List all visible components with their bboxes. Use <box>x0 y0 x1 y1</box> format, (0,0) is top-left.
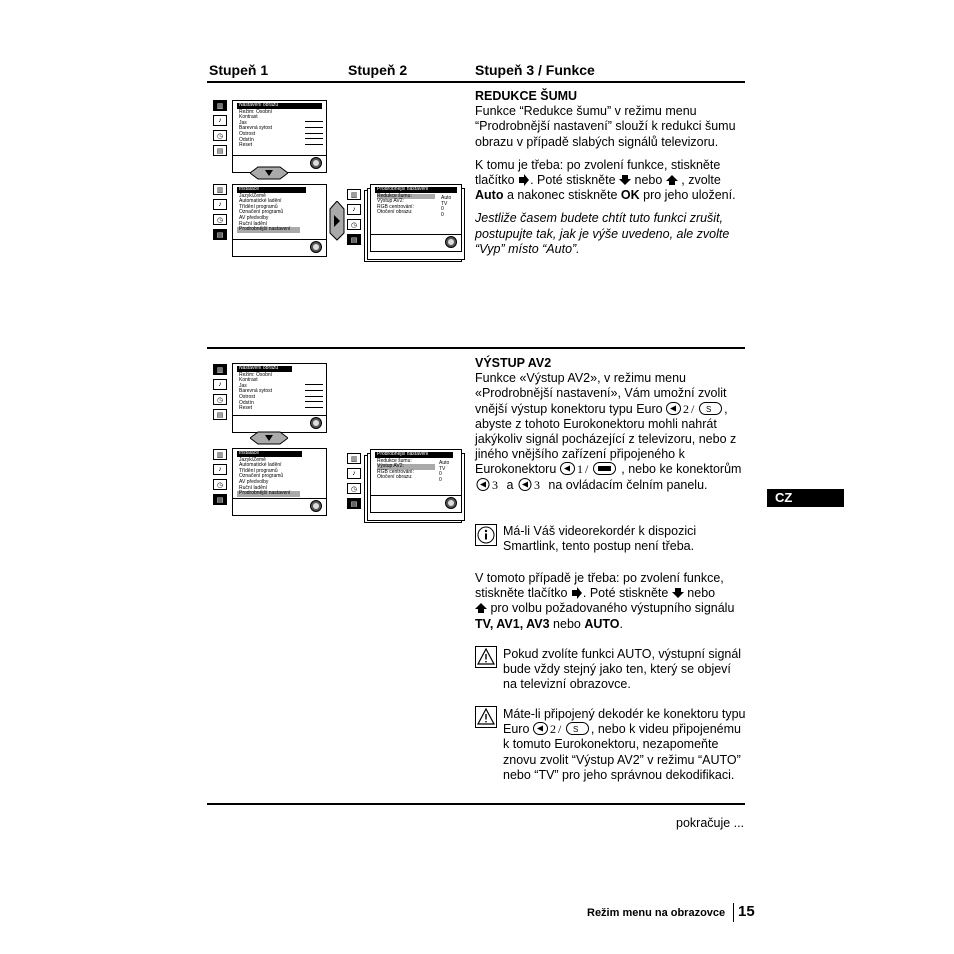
osd-title: Prodrobnější nastavení <box>375 187 457 193</box>
up-arrow-icon <box>475 602 487 614</box>
slider-bar <box>305 133 323 134</box>
slider-bar <box>305 390 323 391</box>
picture-icon: ▥ <box>213 364 227 375</box>
slider-bar <box>305 396 323 397</box>
osd-item: AV předvolby <box>239 478 269 485</box>
osd-item: Ostrost <box>239 393 256 400</box>
picture-icon: ▥ <box>213 184 227 195</box>
osd-picture-menu-1 <box>232 100 327 173</box>
osd-install-menu-1 <box>232 184 327 257</box>
osd-title: Nastavení obrazu <box>237 103 322 109</box>
osd-item: Reset <box>239 142 253 149</box>
osd-row-label: Výstup AV2: <box>377 464 435 470</box>
slider-bar <box>305 121 323 122</box>
warning-decoder: Máte-li připojený dekodér ke konektoru typu Euro 2 / S , nebo k videu připojenému k tomuto Eurokonektoru, nezapomeňte znovu zvolit “Výstup AV2” v režimu “AUTO” nebo “TV” pro jeho správnou dekodifikaci. <box>503 707 746 782</box>
sound-icon: ♪ <box>347 204 361 215</box>
slider-bar <box>305 384 323 385</box>
slider-bar <box>305 138 323 139</box>
warning-auto: Pokud zvolíte funkci AUTO, výstupní signál bude vždy stejný jako ten, který se objeví na televizní obrazovce. <box>503 647 742 692</box>
picture-icon: ▥ <box>347 189 361 200</box>
menu-sidebar-2 <box>213 184 229 244</box>
osd-item: Jas <box>239 382 247 389</box>
osd-item: Reset <box>239 405 253 412</box>
euro-connector-2-icon <box>666 402 724 415</box>
osd-item: Režim: Osobní <box>239 371 273 378</box>
osd-item: Barevná sytost <box>239 388 273 395</box>
osd-item: Kontrast <box>239 377 258 384</box>
down-arrow-button-icon <box>250 166 288 180</box>
settings-icon: ▤ <box>213 409 227 420</box>
osd-advanced-menu-2 <box>370 449 462 513</box>
menu-sidebar-5 <box>213 449 229 509</box>
right-arrow-icon <box>571 587 583 599</box>
down-arrow-icon <box>672 587 684 599</box>
osd-row-value: 0 <box>441 206 444 213</box>
osd-selected-item: Prodrobnější nastavení <box>237 491 300 497</box>
menu-sidebar-4 <box>213 364 229 424</box>
osd-item: Třídění programů <box>239 203 278 210</box>
osd-row-value: 0 <box>439 471 442 478</box>
svg-text:S: S <box>706 404 712 414</box>
down-arrow-button-icon <box>250 431 288 445</box>
osd-item: AV předvolby <box>239 214 269 221</box>
paragraph: Funkce “Redukce šumu” v režimu menu “Prodrobnější nastavení” slouží k redukci šumu obrazu v případě slabých signálů televizoru. <box>475 104 736 149</box>
osd-item: Označení programů <box>239 473 284 480</box>
osd-item: Odstín <box>239 136 254 143</box>
footer-divider <box>733 903 734 922</box>
settings-icon: ▤ <box>347 498 361 509</box>
section-rule <box>207 347 745 349</box>
right-arrow-button-icon <box>329 201 345 241</box>
timer-icon: ◷ <box>347 219 361 230</box>
osd-title: Nastavení obrazu <box>237 366 292 372</box>
osd-row-value: Auto <box>439 460 450 466</box>
slider-bar <box>305 127 323 128</box>
osd-row-label: Otočení obrazu: <box>377 474 413 481</box>
ok-icon <box>445 497 457 509</box>
osd-row-label: Výstup AV2: <box>377 198 404 205</box>
euro-connector-1-icon <box>560 462 618 475</box>
down-arrow-icon <box>619 174 631 186</box>
osd-item: Režim: Osobní <box>239 108 273 115</box>
sound-icon: ♪ <box>213 379 227 390</box>
paragraph: Funkce «Výstup AV2», v režimu menu «Prodrobnější nastavení», Vám umožní zvolit vnější výstup konektoru typu Euro 2 / S , abyste z tohoto Eurokonektoru mohli nahrát jakýkoliv signál pocházející z televizoru, nebo z jiného vnějšího zařízení připojeného k Eurokonektoru 1 / , nebo ke konektorům 3 a 3 na ovládacím čelním panelu. <box>475 371 742 492</box>
sound-icon: ♪ <box>213 464 227 475</box>
osd-item: Barevná sytost <box>239 125 273 132</box>
up-arrow-icon <box>666 174 678 186</box>
svg-text:2: 2 <box>683 401 690 415</box>
osd-row-label: Redukce šumu: <box>377 457 412 464</box>
timer-icon: ◷ <box>213 130 227 141</box>
menu-sidebar-6 <box>347 453 363 513</box>
picture-icon: ▥ <box>213 449 227 460</box>
slider-bar <box>305 401 323 402</box>
info-icon <box>475 524 497 546</box>
paragraph-italic: Jestliže časem budete chtít tuto funkci zrušit, postupujte tak, jak je výše uvedeno, ale zvolte “Vyp” místo “Auto”. <box>475 211 730 256</box>
section-title: VÝSTUP AV2 <box>475 356 552 370</box>
header-step2: Stupeň 2 <box>348 62 408 78</box>
sound-icon: ♪ <box>213 115 227 126</box>
slider-bar <box>305 407 323 408</box>
osd-row-label: Redukce šumu: <box>377 194 435 200</box>
header-rule <box>207 81 745 83</box>
osd-item: Označení programů <box>239 209 284 216</box>
svg-text:3: 3 <box>492 477 498 491</box>
osd-title: Instalace <box>237 451 302 457</box>
osd-item: Automatické ladění <box>239 198 282 205</box>
timer-icon: ◷ <box>347 483 361 494</box>
osd-item: Jazyk/Země <box>239 192 266 199</box>
osd-picture-menu-2 <box>232 363 327 433</box>
osd-row-value: TV <box>439 465 446 472</box>
page-number: 15 <box>738 903 755 920</box>
timer-icon: ◷ <box>213 394 227 405</box>
sound-icon: ♪ <box>347 468 361 479</box>
svg-text:3: 3 <box>533 477 540 491</box>
osd-item: Ruční ladění <box>239 484 268 491</box>
header-step1: Stupeň 1 <box>209 62 269 78</box>
picture-icon: ▥ <box>347 453 361 464</box>
osd-item: Kontrast <box>239 114 258 121</box>
osd-item: Ostrost <box>239 130 256 137</box>
settings-icon: ▤ <box>347 234 361 245</box>
svg-text:/: / <box>691 401 695 415</box>
svg-text:1: 1 <box>576 462 583 476</box>
menu-sidebar-1 <box>213 100 229 160</box>
header-step3: Stupeň 3 / Funkce <box>475 62 595 78</box>
paragraph-output-select: V tomoto případě je třeba: po zvolení funkce, stiskněte tlačítko . Poté stiskněte nebo pro volbu požadovaného výstupního signálu TV, AV1, AV3 nebo AUTO. <box>475 571 735 631</box>
language-tab: CZ <box>767 489 844 507</box>
svg-text:S: S <box>572 725 579 735</box>
osd-row-value: TV <box>441 200 448 207</box>
section-title: REDUKCE ŠUMU <box>475 89 578 103</box>
picture-icon: ▥ <box>213 100 227 111</box>
warning-icon <box>475 706 497 728</box>
settings-icon: ▤ <box>213 145 227 156</box>
section-av2-output <box>475 356 747 501</box>
osd-title: Prodrobnější nastavení <box>375 452 453 458</box>
euro-connector-2-icon <box>533 722 591 735</box>
ok-icon <box>310 157 322 169</box>
svg-text:2: 2 <box>549 722 556 736</box>
osd-row-label: RGB centrování: <box>377 468 414 475</box>
front-connector-3-icon <box>475 478 503 491</box>
paragraph: K tomu je třeba: po zvolení funkce, stiskněte tlačítko . Poté stiskněte nebo , zvolte Auto a nakonec stiskněte OK pro jeho uložení. <box>475 157 736 203</box>
osd-item: Ruční ladění <box>239 220 268 227</box>
timer-icon: ◷ <box>213 214 227 225</box>
svg-text:/: / <box>557 722 562 736</box>
osd-row-value: Auto <box>441 195 452 201</box>
section-noise-reduction <box>475 89 747 265</box>
slider-bar <box>305 144 323 145</box>
osd-title: Instalace <box>237 187 306 193</box>
osd-selected-item: Prodrobnější nastavení <box>237 227 300 233</box>
osd-row-value: 0 <box>439 476 442 483</box>
continue-label: pokračuje ... <box>676 816 745 830</box>
osd-row-label: Otočení obrazu: <box>377 209 413 216</box>
osd-item: Odstín <box>239 399 254 406</box>
osd-install-menu-2 <box>232 448 327 516</box>
osd-item: Jazyk/Země <box>239 456 266 463</box>
ok-icon <box>310 417 322 429</box>
svg-text:/: / <box>584 462 589 476</box>
front-connector-3-alt-icon <box>517 478 545 491</box>
osd-row-label: RGB centrování: <box>377 203 414 210</box>
footer-section: Režim menu na obrazovce <box>587 907 726 919</box>
right-arrow-icon <box>518 174 530 186</box>
timer-icon: ◷ <box>213 479 227 490</box>
note-info: Má-li Váš videorekordér k dispozici Smartlink, tento postup není třeba. <box>503 524 697 554</box>
osd-advanced-menu-1 <box>370 184 462 252</box>
osd-item: Jas <box>239 119 247 126</box>
osd-item: Automatické ladění <box>239 462 282 469</box>
bottom-rule <box>207 803 745 805</box>
osd-item: Třídění programů <box>239 467 278 474</box>
menu-sidebar-3 <box>347 189 363 249</box>
ok-icon <box>445 236 457 248</box>
ok-icon <box>310 500 322 512</box>
settings-icon: ▤ <box>213 494 227 505</box>
ok-icon <box>310 241 322 253</box>
osd-row-value: 0 <box>441 211 444 218</box>
settings-icon: ▤ <box>213 229 227 240</box>
sound-icon: ♪ <box>213 199 227 210</box>
warning-icon <box>475 646 497 668</box>
